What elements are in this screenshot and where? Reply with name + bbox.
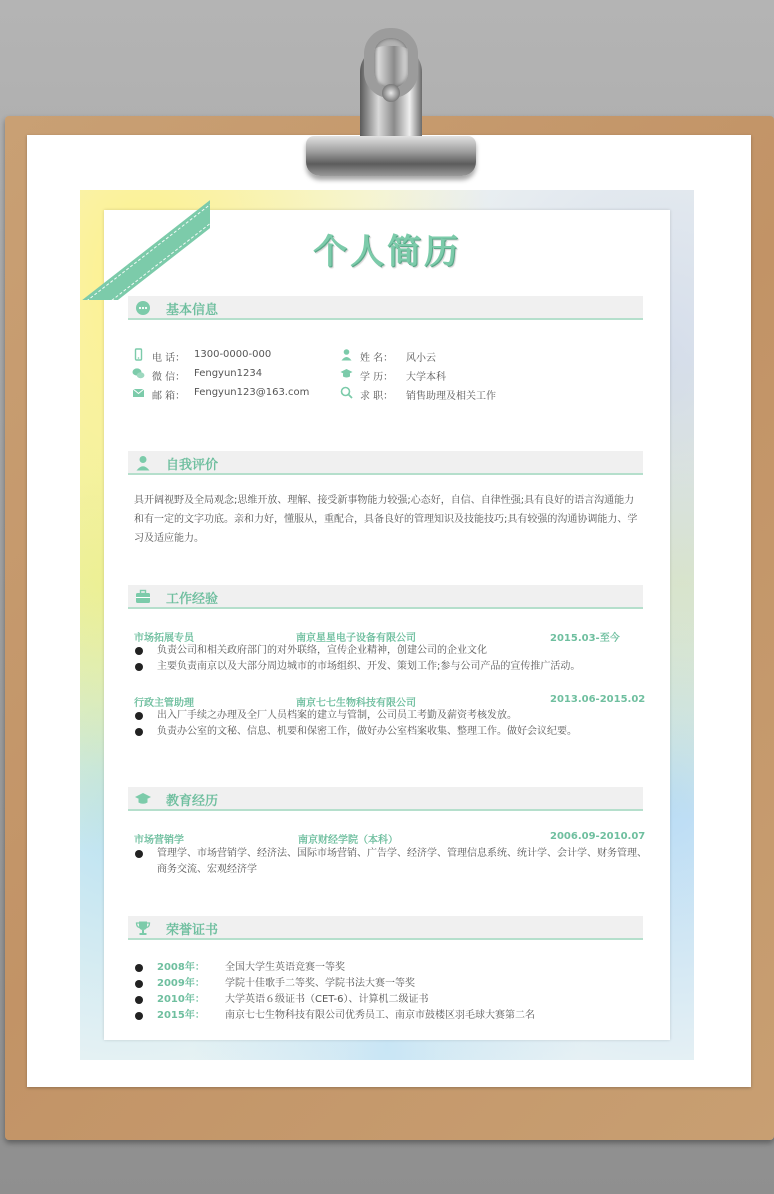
- info-value: 销售助理及相关工作: [406, 391, 496, 402]
- graduation-cap-icon: [340, 367, 353, 380]
- person-icon: [134, 454, 152, 472]
- job-period: 2015.03-至今: [550, 633, 620, 644]
- section-header-awards: [128, 916, 643, 940]
- section-title: 自我评价: [166, 458, 219, 473]
- list-item: 2010年： 大学英语６级证书（CET-6）、计算机二级证书: [134, 992, 649, 1008]
- graduation-cap-icon: [134, 790, 152, 808]
- job-company: 南京七七生物科技有限公司: [296, 698, 416, 709]
- person-icon: [340, 348, 353, 361]
- info-value: 风小云: [406, 353, 436, 364]
- list-item: 2009年： 学院十佳歌手二等奖、学院书法大赛一等奖: [134, 976, 649, 992]
- briefcase-icon: [134, 588, 152, 606]
- list-item: 出入厂手续之办理及全厂人员档案的建立与管制，公司员工考勤及薪资考核发放。: [134, 708, 649, 724]
- info-key: 电 话：: [152, 353, 186, 364]
- job-company: 南京星星电子设备有限公司: [296, 633, 416, 644]
- info-key: 微 信：: [152, 372, 186, 383]
- phone-icon: [132, 348, 145, 361]
- page-title: 个人简历: [313, 232, 461, 272]
- section-title: 基本信息: [166, 303, 219, 318]
- search-icon: [340, 386, 353, 399]
- section-header-work-experience: [128, 585, 643, 609]
- info-value: Fengyun1234: [194, 368, 263, 379]
- job-position: 市场拓展专员: [134, 633, 194, 644]
- info-value: 1300-0000-000: [194, 349, 272, 360]
- list-item: 管理学、市场营销学、经济法、国际市场营销、广告学、经济学、管理信息系统、统计学、会计学、财务管理、商务交流、宏观经济学: [134, 846, 649, 878]
- section-header-self-evaluation: [128, 451, 643, 475]
- section-title: 荣誉证书: [166, 923, 219, 938]
- binder-clip: [306, 28, 476, 176]
- section-header-basic-info: [128, 296, 643, 320]
- section-header-education: [128, 787, 643, 811]
- info-key: 求 职：: [360, 391, 394, 402]
- info-key: 姓 名：: [360, 353, 394, 364]
- info-value: 大学本科: [406, 372, 446, 383]
- info-key: 学 历：: [360, 372, 394, 383]
- list-item: 2008年： 全国大学生英语竞赛一等奖: [134, 960, 649, 976]
- edu-period: 2006.09-2010.07: [550, 831, 646, 842]
- self-evaluation-text: 具开阔视野及全局观念;思维开放、理解、接受新事物能力较强;心态好，自信、自律性强;具有良好的语言沟通能力和有一定的文字功底。亲和力好，懂服从，重配合，具备良好的管理知识及技能技巧;具有较强的沟通协调能力、学习及适应能力。: [134, 495, 638, 544]
- edu-school: 南京财经学院（本科）: [298, 835, 398, 846]
- chat-icon: [134, 299, 152, 317]
- list-item: 主要负责南京以及大部分周边城市的市场组织、开发、策划工作;参与公司产品的宣传推广活动。: [134, 659, 649, 675]
- job-position: 行政主管助理: [134, 698, 194, 709]
- info-key: 邮 箱：: [152, 391, 186, 402]
- list-item: 2015年： 南京七七生物科技有限公司优秀员工、南京市鼓楼区羽毛球大赛第二名: [134, 1008, 649, 1024]
- section-title: 工作经验: [166, 592, 219, 607]
- edu-major: 市场营销学: [134, 835, 184, 846]
- trophy-icon: [134, 919, 152, 937]
- list-item: 负责办公室的文秘、信息、机要和保密工作，做好办公室档案收集、整理工作。做好会议纪要。: [134, 724, 649, 740]
- job-period: 2013.06-2015.02: [550, 694, 646, 705]
- info-value: Fengyun123@163.com: [194, 387, 310, 398]
- wechat-icon: [132, 367, 145, 380]
- section-title: 教育经历: [166, 794, 219, 809]
- mail-icon: [132, 386, 145, 399]
- list-item: 负责公司和相关政府部门的对外联络，宣传企业精神，创建公司的企业文化: [134, 643, 649, 659]
